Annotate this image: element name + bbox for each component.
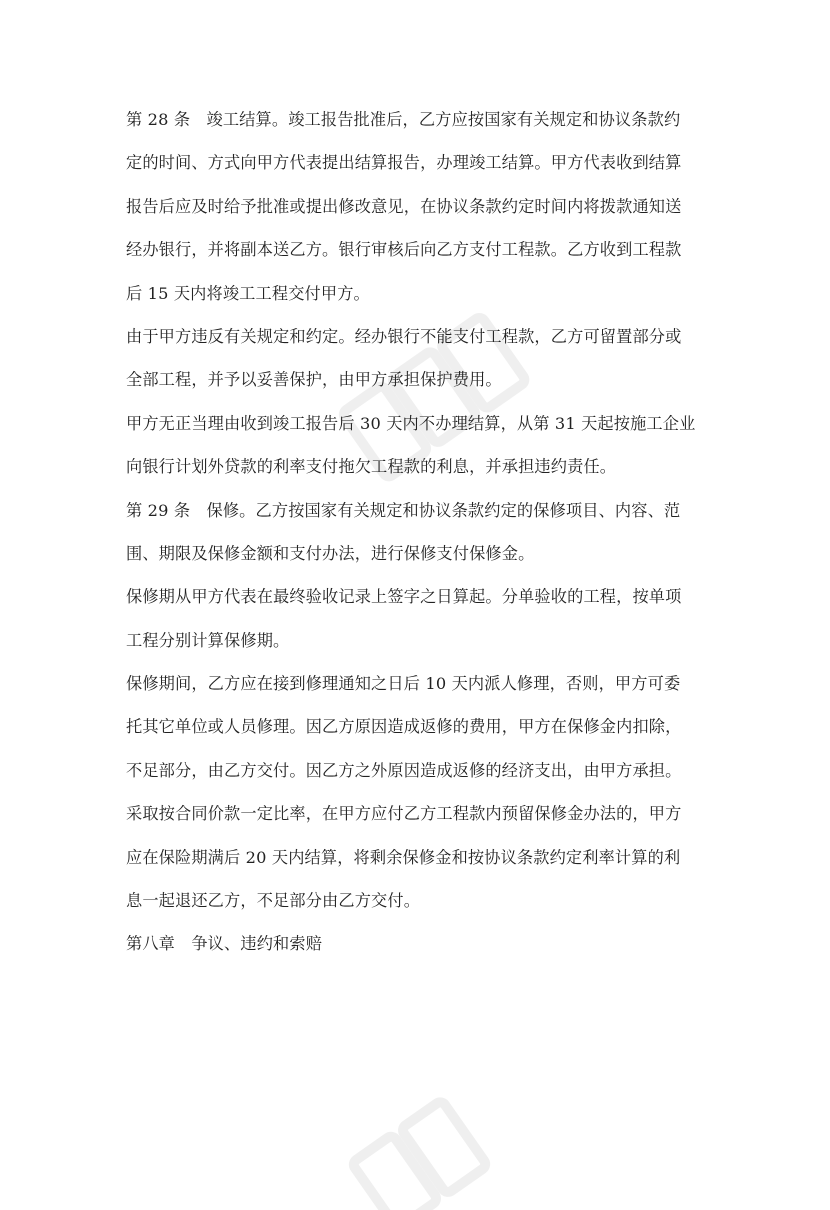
article-28-line-3: 报告后应及时给予批准或提出修改意见，在协议条款约定时间内将拨款通知送 — [126, 196, 682, 216]
warranty-repair-line-2: 托其它单位或人员修理。因乙方原因造成返修的费用，甲方在保修金内扣除， — [126, 717, 682, 737]
chapter-8-heading: 第八章 争议、违约和索赔 — [126, 934, 323, 954]
retention-line-1: 采取按合同价款一定比率，在甲方应付乙方工程款内预留保修金办法的，甲方 — [126, 804, 682, 824]
breach-paragraph-line-2: 全部工程，并予以妥善保护，由甲方承担保护费用。 — [126, 370, 502, 390]
article-29-line-1: 第 29 条 保修。乙方按国家有关规定和协议条款约定的保修项目、内容、范 — [126, 500, 681, 520]
article-28-line-2: 定的时间、方式向甲方代表提出结算报告，办理竣工结算。甲方代表收到结算 — [126, 153, 682, 173]
article-28-line-1: 第 28 条 竣工结算。竣工报告批准后，乙方应按国家有关规定和协议条款约 — [126, 110, 681, 129]
article-28-line-4: 经办银行，并将副本送乙方。银行审核后向乙方支付工程款。乙方收到工程款 — [126, 240, 682, 260]
document-body — [126, 98, 716, 966]
breach-paragraph-line-1: 由于甲方违反有关规定和约定。经办银行不能支付工程款，乙方可留置部分或 — [126, 326, 682, 346]
retention-line-3: 息一起退还乙方，不足部分由乙方交付。 — [126, 891, 421, 911]
article-29-line-2: 围、期限及保修金额和支付办法，进行保修支付保修金。 — [126, 543, 535, 563]
warranty-period-line-2: 工程分别计算保修期。 — [126, 630, 290, 650]
settlement-delay-line-2: 向银行计划外贷款的利率支付拖欠工程款的利息，并承担违约责任。 — [126, 457, 617, 477]
warranty-repair-line-3: 不足部分，由乙方交付。因乙方之外原因造成返修的经济支出，由甲方承担。 — [126, 760, 682, 780]
settlement-delay-line-1: 甲方无正当理由收到竣工报告后 30 天内不办理结算，从第 31 天起按施工企业 — [126, 413, 696, 433]
watermark-icon-bottom — [340, 1090, 540, 1210]
retention-line-2: 应在保险期满后 20 天内结算，将剩余保修金和按协议条款约定利率计算的利 — [126, 847, 681, 867]
warranty-repair-line-1: 保修期间，乙方应在接到修理通知之日后 10 天内派人修理，否则，甲方可委 — [126, 674, 681, 694]
warranty-period-line-1: 保修期从甲方代表在最终验收记录上签字之日算起。分单验收的工程，按单项 — [126, 587, 682, 607]
article-28-line-5: 后 15 天内将竣工工程交付甲方。 — [126, 283, 370, 303]
